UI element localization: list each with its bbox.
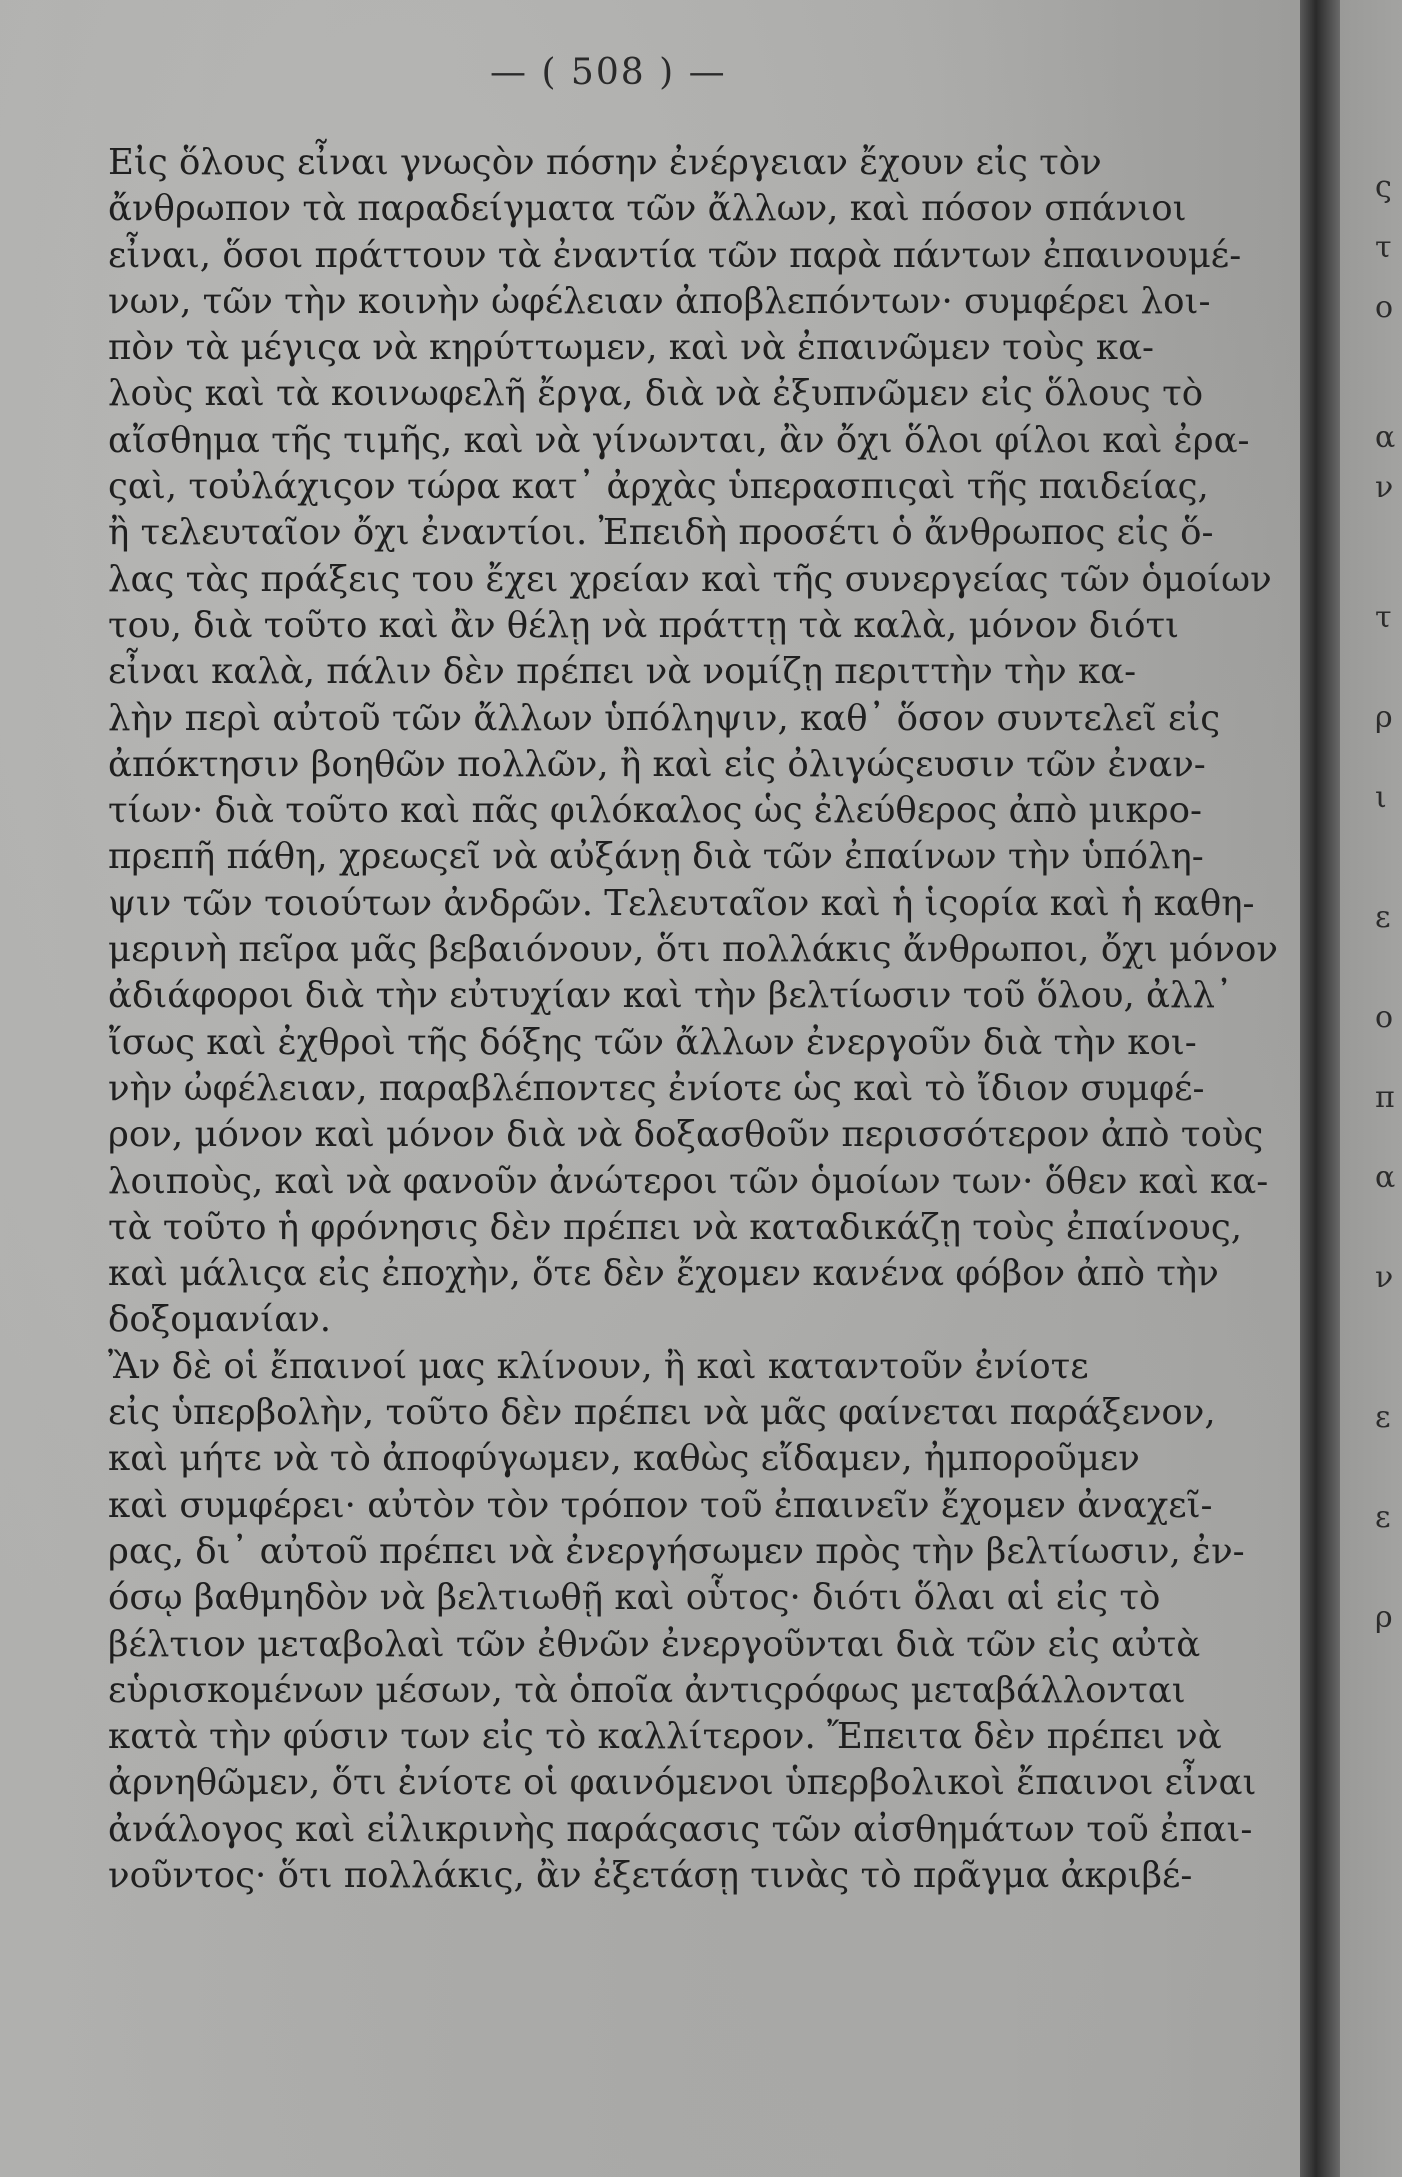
text-line: νων, τῶν τὴν κοινὴν ὠφέλειαν ἀποβλεπόντων· συμφέρει λοι- <box>108 280 1211 322</box>
text-line: βέλτιον μεταβολαὶ τῶν ἐθνῶν ἐνεργοῦνται διὰ τῶν εἰς αὐτὰ <box>108 1623 1201 1665</box>
edge-letter: ε <box>1375 900 1391 935</box>
text-line: όσῳ βαθμηδὸν νὰ βελτιωθῇ καὶ οὗτος· διότι ὅλαι αἱ εἰς τὸ <box>108 1577 1161 1619</box>
text-line: ἄνθρωπον τὰ παραδείγματα τῶν ἄλλων, καὶ πόσον σπάνιοι <box>108 188 1187 230</box>
text-line: του, διὰ τοῦτο καὶ ἂν θέλῃ νὰ πράττῃ τὰ καλὰ, μόνον διότι <box>108 604 1180 646</box>
page-number-header: — ( 508 ) — <box>490 52 727 93</box>
text-line: πὸν τὰ μέγιςα νὰ κηρύττωμεν, καὶ νὰ ἐπαινῶμεν τοὺς κα- <box>108 327 1155 369</box>
text-line: ἀπόκτησιν βοηθῶν πολλῶν, ἢ καὶ εἰς ὀλιγώςευσιν τῶν ἐναν- <box>108 743 1206 785</box>
text-line: ψιν τῶν τοιούτων ἀνδρῶν. Τελευταῖον καὶ ἡ ἱςορία καὶ ἡ καθη- <box>108 882 1255 924</box>
edge-letter: ρ <box>1375 1600 1393 1635</box>
edge-letter: α <box>1375 1160 1396 1195</box>
edge-letter: ο <box>1375 1000 1394 1035</box>
edge-letter: ν <box>1375 1260 1394 1295</box>
text-line: εἰς ὑπερβολὴν, τοῦτο δὲν πρέπει νὰ μᾶς φαίνεται παράξενον, <box>108 1392 1216 1434</box>
text-line: ρον, μόνον καὶ μόνον διὰ νὰ δοξασθοῦν περισσότερον ἀπὸ τοὺς <box>108 1114 1264 1156</box>
book-gutter <box>1300 0 1340 2177</box>
edge-letter: α <box>1375 420 1396 455</box>
text-line: Ἂν δὲ οἱ ἔπαινοί μας κλίνουν, ἢ καὶ καταντοῦν ἐνίοτε <box>108 1345 1089 1387</box>
text-line: λοὺς καὶ τὰ κοινωφελῆ ἔργα, διὰ νὰ ἐξυπνῶμεν εἰς ὅλους τὸ <box>108 373 1204 415</box>
text-line: μερινὴ πεῖρα μᾶς βεβαιόνουν, ὅτι πολλάκις ἄνθρωποι, ὄχι μόνον <box>108 929 1278 971</box>
text-line: εἶναι καλὰ, πάλιν δὲν πρέπει νὰ νομίζῃ περιττὴν τὴν κα- <box>108 651 1137 693</box>
text-line: νὴν ὠφέλειαν, παραβλέποντες ἐνίοτε ὡς καὶ τὸ ἴδιον συμφέ- <box>108 1067 1205 1109</box>
text-line: ςαὶ, τοὐλάχιςον τώρα κατ᾽ ἀρχὰς ὑπερασπιςαὶ τῆς παιδείας, <box>108 466 1209 508</box>
edge-letter: ν <box>1375 470 1394 505</box>
adjacent-page-edge <box>1340 0 1402 2177</box>
text-line: ἀρνηθῶμεν, ὅτι ἐνίοτε οἱ φαινόμενοι ὑπερβολικοὶ ἔπαινοι εἶναι <box>108 1762 1257 1804</box>
text-line: λας τὰς πράξεις του ἔχει χρείαν καὶ τῆς συνεργείας τῶν ὁμοίων <box>108 558 1272 600</box>
text-line: ρας, δι᾽ αὐτοῦ πρέπει νὰ ἐνεργήσωμεν πρὸς τὴν βελτίωσιν, ἐν- <box>108 1530 1245 1572</box>
paragraph-2 <box>108 1344 1257 1900</box>
text-line: Εἰς ὅλους εἶναι γνωςὸν πόσην ἐνέργειαν ἔχουν εἰς τὸν <box>108 142 1102 183</box>
edge-letter: ε <box>1375 1400 1391 1435</box>
text-line: εὑρισκομένων μέσων, τὰ ὁποῖα ἀντιςρόφως μεταβάλλονται <box>108 1669 1186 1711</box>
text-line: πρεπῆ πάθη, χρεωςεῖ νὰ αὐξάνῃ διὰ τῶν ἐπαίνων τὴν ὑπόλη- <box>108 836 1204 878</box>
text-line: ἴσως καὶ ἐχθροὶ τῆς δόξης τῶν ἄλλων ἐνεργοῦν διὰ τὴν κοι- <box>108 1021 1197 1063</box>
edge-letter: ρ <box>1375 700 1393 735</box>
edge-letter: ο <box>1375 290 1394 325</box>
text-line: τίων· διὰ τοῦτο καὶ πᾶς φιλόκαλος ὡς ἐλεύθερος ἀπὸ μικρο- <box>108 790 1202 832</box>
paragraph-1 <box>108 140 1278 1344</box>
text-line: καὶ μήτε νὰ τὸ ἀποφύγωμεν, καθὼς εἴδαμεν, ἠμποροῦμεν <box>108 1438 1140 1480</box>
edge-letter: ς <box>1375 170 1392 205</box>
text-line: ἀδιάφοροι διὰ τὴν εὐτυχίαν καὶ τὴν βελτίωσιν τοῦ ὅλου, ἀλλ᾽ <box>108 975 1233 1017</box>
text-line: λὴν περὶ αὐτοῦ τῶν ἄλλων ὑπόληψιν, καθ᾽ ὅσον συντελεῖ εἰς <box>108 697 1221 739</box>
text-line: καὶ μάλιςα εἰς ἐποχὴν, ὅτε δὲν ἔχομεν κανένα φόβον ἀπὸ τὴν <box>108 1253 1219 1295</box>
text-line: τὰ τοῦτο ἡ φρόνησις δὲν πρέπει νὰ καταδικάζῃ τοὺς ἐπαίνους, <box>108 1206 1243 1248</box>
text-line: κατὰ τὴν φύσιν των εἰς τὸ καλλίτερον. Ἔπειτα δὲν πρέπει νὰ <box>108 1716 1222 1758</box>
edge-letter: τ <box>1375 600 1392 635</box>
text-line: καὶ συμφέρει· αὐτὸν τὸν τρόπον τοῦ ἐπαινεῖν ἔχομεν ἀναχεῖ- <box>108 1484 1213 1526</box>
text-line: ἀνάλογος καὶ εἰλικρινὴς παράςασις τῶν αἰσθημάτων τοῦ ἐπαι- <box>108 1808 1253 1850</box>
text-line: εἶναι, ὅσοι πράττουν τὰ ἐναντία τῶν παρὰ πάντων ἐπαινουμέ- <box>108 234 1242 276</box>
text-line: αἴσθημα τῆς τιμῆς, καὶ νὰ γίνωνται, ἂν ὄχι ὅλοι φίλοι καὶ ἐρα- <box>108 419 1250 461</box>
text-line: νοῦντος· ὅτι πολλάκις, ἂν ἐξετάσῃ τινὰς τὸ πρᾶγμα ἀκριβέ- <box>108 1854 1193 1896</box>
text-line: δοξομανίαν. <box>108 1299 332 1341</box>
edge-letter: ι <box>1375 780 1387 815</box>
page-text <box>108 140 1278 1899</box>
edge-letter: ε <box>1375 1500 1391 1535</box>
text-line: ἢ τελευταῖον ὄχι ἐναντίοι. Ἐπειδὴ προσέτι ὁ ἄνθρωπος εἰς ὅ- <box>108 512 1214 554</box>
text-line: λοιποὺς, καὶ νὰ φανοῦν ἀνώτεροι τῶν ὁμοίων των· ὅθεν καὶ κα- <box>108 1160 1269 1202</box>
edge-letter: π <box>1375 1080 1395 1115</box>
edge-letter: τ <box>1375 230 1392 265</box>
